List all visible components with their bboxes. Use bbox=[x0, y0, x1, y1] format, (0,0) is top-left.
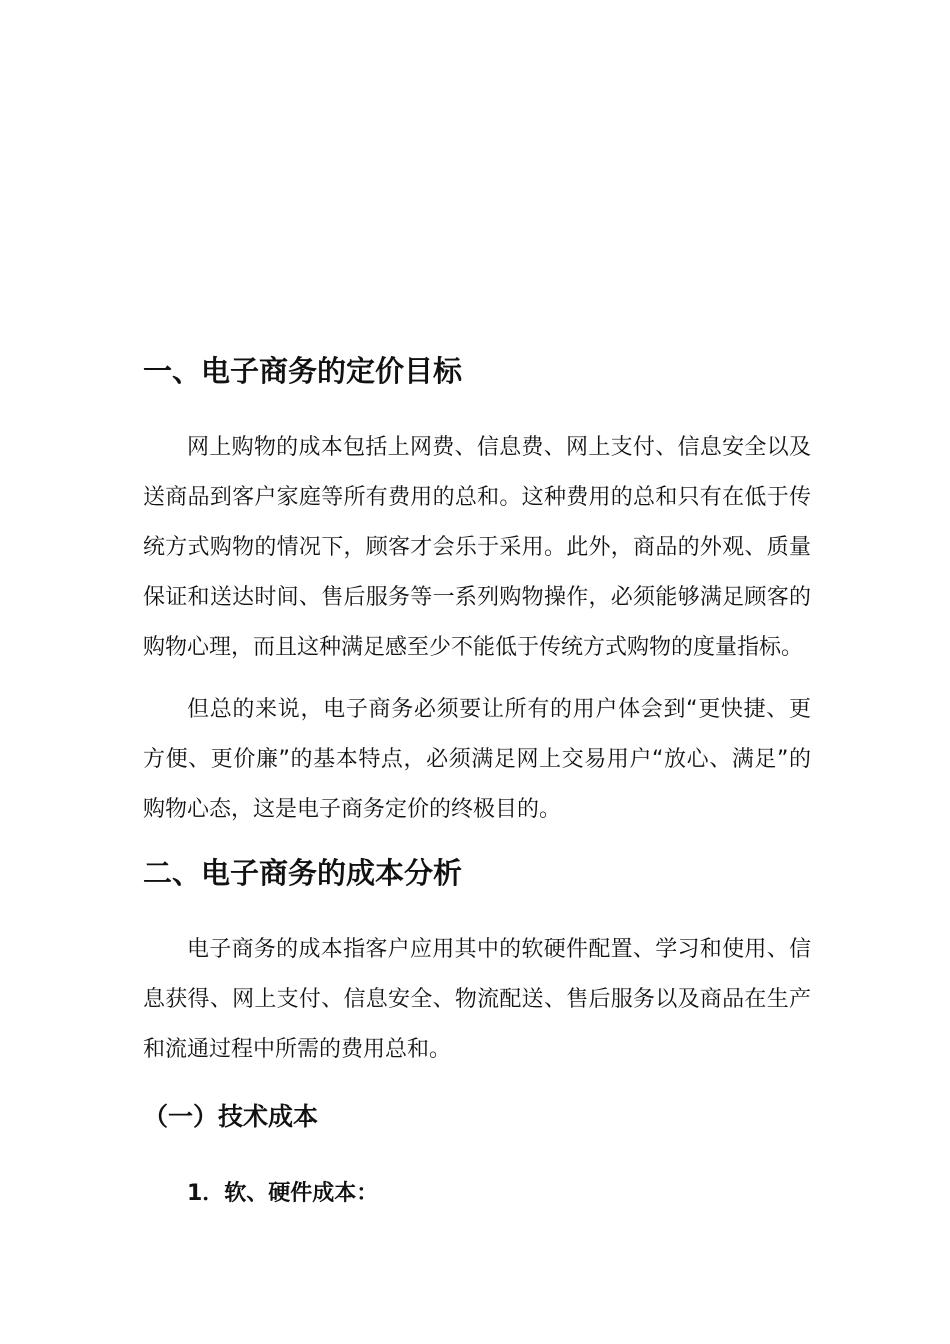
section-heading-pricing-goals: 一、电子商务的定价目标 bbox=[143, 354, 463, 388]
list-item-software-hardware-cost: 1．软、硬件成本： bbox=[187, 1181, 379, 1206]
paragraph-pricing-ultimate-goal: 但总的来说，电子商务必须要让所有的用户体会到“更快捷、更方便、更价廉”的基本特点，必须满足网上交易用户“放心、满足”的购物心态，这是电子商务定价的终极目的。 bbox=[143, 697, 811, 822]
subheading-technical-cost: （一）技术成本 bbox=[143, 1102, 319, 1131]
section-heading-cost-analysis: 二、电子商务的成本分析 bbox=[143, 856, 463, 890]
paragraph-shopping-cost: 网上购物的成本包括上网费、信息费、网上支付、信息安全以及送商品到客户家庭等所有费用的总和。这种费用的总和只有在低于传统方式购物的情况下，顾客才会乐于采用。此外，商品的外观、质量保证和送达时间、售后服务等一系列购物操作，必须能够满足顾客的购物心理，而且这种满足感至少不能低于传统方式购物的度量指标。 bbox=[143, 435, 811, 660]
paragraph-cost-definition: 电子商务的成本指客户应用其中的软硬件配置、学习和使用、信息获得、网上支付、信息安全、物流配送、售后服务以及商品在生产和流通过程中所需的费用总和。 bbox=[143, 937, 811, 1062]
